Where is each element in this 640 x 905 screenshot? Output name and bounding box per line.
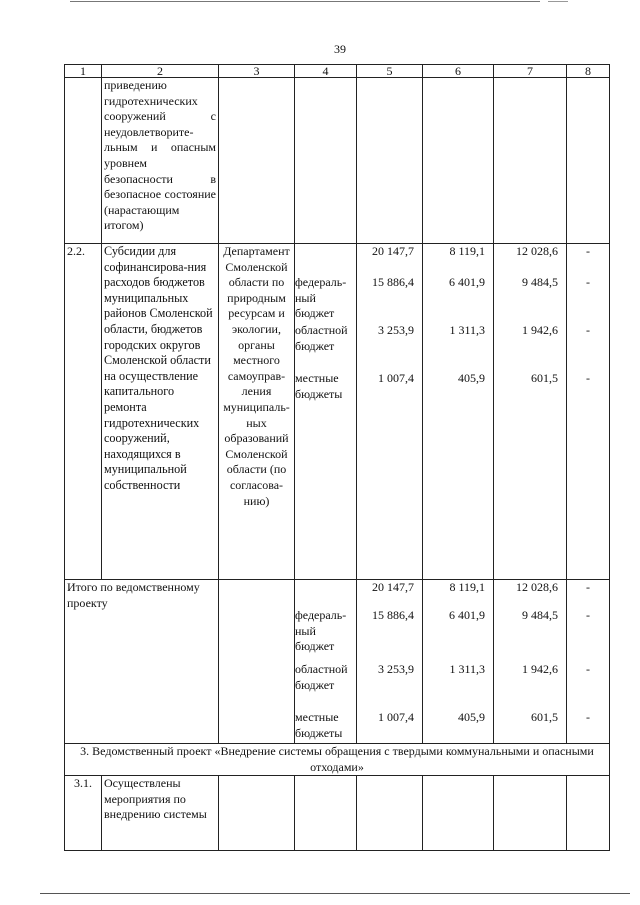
table-row <box>65 776 610 851</box>
total-label: Итого по ведомственному проекту <box>65 580 219 744</box>
federal-value: - <box>586 275 590 289</box>
local-value: 405,9 <box>458 371 485 385</box>
scan-edge-line <box>40 893 630 894</box>
section-title: 3. Ведомственный проект «Внедрение системы обращения с твердыми коммунальными и опасными отходами» <box>65 744 610 776</box>
total-value: 12 028,6 <box>516 580 558 594</box>
column-header: 1 <box>65 65 102 78</box>
total-value: - <box>586 244 590 258</box>
local-value: 405,9 <box>458 710 485 724</box>
local-value: 1 007,4 <box>378 710 414 724</box>
measure-name: приведению гидротехнических сооружений с неудовлетворите-льным и опасным уровнем безопасности в безопасное состояние (нарастающим итогом) <box>102 78 219 244</box>
scan-edge-line <box>548 1 568 2</box>
local-value: 601,5 <box>531 371 558 385</box>
local-value: - <box>586 371 590 385</box>
regional-value: - <box>586 662 590 676</box>
total-value: - <box>586 580 590 594</box>
column-header: 2 <box>102 65 219 78</box>
regional-value: 3 253,9 <box>378 323 414 337</box>
total-value: 12 028,6 <box>516 244 558 258</box>
table-row <box>65 244 610 580</box>
regional-value: 1 942,6 <box>522 662 558 676</box>
federal-value: 6 401,9 <box>449 608 485 622</box>
federal-value: 15 886,4 <box>372 608 414 622</box>
regional-value: 1 311,3 <box>449 323 485 337</box>
row-number: 2.2. <box>65 244 102 580</box>
table-row <box>65 78 610 244</box>
executor: Департамент Смоленской области по природным ресурсам и экологии, органы местного самоуправ-ления муниципаль-ных образований Смоленской области (по согласова-нию) <box>219 244 295 580</box>
local-value: 1 007,4 <box>378 371 414 385</box>
federal-value: 6 401,9 <box>449 275 485 289</box>
measure-name: Осуществлены мероприятия по внедрению системы <box>102 776 219 851</box>
regional-value: 1 311,3 <box>449 662 485 676</box>
section-heading-row <box>65 744 610 776</box>
column-header: 5 <box>357 65 423 78</box>
column-header: 8 <box>567 65 610 78</box>
regional-value: 1 942,6 <box>522 323 558 337</box>
page-number: 39 <box>334 42 346 56</box>
federal-value: 15 886,4 <box>372 275 414 289</box>
total-value: 20 147,7 <box>372 244 414 258</box>
source-local: местные бюджеты <box>295 710 343 740</box>
program-table <box>64 64 610 851</box>
column-header: 7 <box>494 65 567 78</box>
column-number-row <box>65 65 610 78</box>
source-regional: областной бюджет <box>295 662 348 692</box>
local-value: 601,5 <box>531 710 558 724</box>
local-value: - <box>586 710 590 724</box>
federal-value: - <box>586 608 590 622</box>
table-row <box>65 580 610 744</box>
federal-value: 9 484,5 <box>522 608 558 622</box>
source-federal: федераль-ный бюджет <box>295 608 347 654</box>
column-header: 6 <box>423 65 494 78</box>
source-federal: федераль-ный бюджет <box>295 275 347 321</box>
total-value: 20 147,7 <box>372 580 414 594</box>
regional-value: 3 253,9 <box>378 662 414 676</box>
federal-value: 9 484,5 <box>522 275 558 289</box>
source-regional: областной бюджет <box>295 323 348 353</box>
row-number: 3.1. <box>65 776 102 851</box>
scan-edge-line <box>70 1 540 2</box>
total-value: 8 119,1 <box>449 244 485 258</box>
measure-name: Субсидии для софинансирова-ния расходов бюджетов муниципальных районов Смоленской области, бюджетов городских округов Смоленской области на осуществление капитального ремонта гидротехнических сооружений, находящихся в муниципальной собственности <box>102 244 219 580</box>
total-value: 8 119,1 <box>449 580 485 594</box>
regional-value: - <box>586 323 590 337</box>
column-header: 4 <box>295 65 357 78</box>
column-header: 3 <box>219 65 295 78</box>
source-local: местные бюджеты <box>295 371 343 401</box>
